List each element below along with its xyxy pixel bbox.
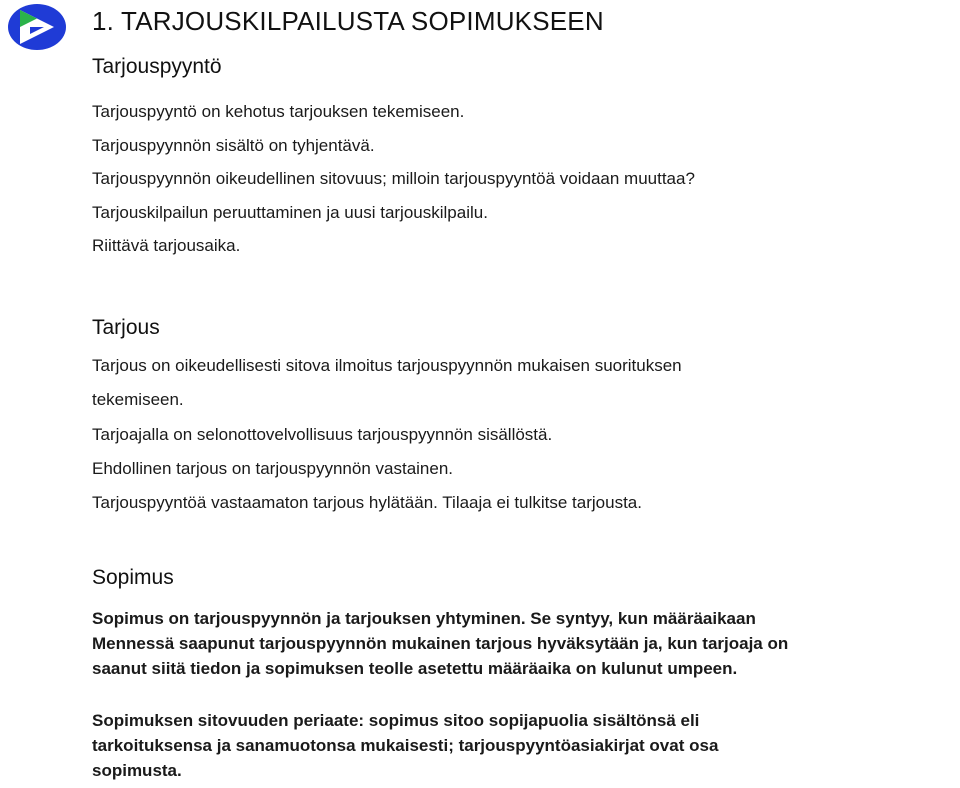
text-line: tarkoituksensa ja sanamuotonsa mukaisesti; tarjouspyyntöasiakirjat ovat osa	[92, 736, 719, 755]
paragraph-sitovuuden-periaate	[92, 708, 960, 783]
section-heading: Sopimus	[92, 566, 174, 589]
text-line: Tarjouskilpailun peruuttaminen ja uusi tarjouskilpailu.	[92, 202, 488, 222]
section-tarjous	[92, 316, 960, 527]
text-line: Sopimuksen sitovuuden periaate: sopimus sitoo sopijapuolia sisältönsä eli	[92, 711, 700, 730]
text-line: Sopimus on tarjouspyynnön ja tarjouksen yhtyminen. Se syntyy, kun määräaikaan	[92, 609, 756, 628]
triangle-circle-logo-icon	[6, 2, 68, 52]
text-line: saanut siitä tiedon ja sopimuksen teolle asetettu määräaika on kulunut umpeen.	[92, 659, 738, 678]
text-line: Tarjouspyynnön oikeudellinen sitovuus; milloin tarjouspyyntöä voidaan muuttaa?	[92, 169, 695, 189]
text-line: sopimusta.	[92, 761, 182, 780]
section-sopimus	[92, 566, 960, 783]
text-line: Tarjouspyynnön sisältö on tyhjentävä.	[92, 135, 375, 155]
page-title: 1. TARJOUSKILPAILUSTA SOPIMUKSEEN	[92, 6, 604, 36]
text-line: Riittävä tarjousaika.	[92, 236, 241, 256]
text-line: Tarjous on oikeudellisesti sitova ilmoitus tarjouspyynnön mukaisen suorituksen	[92, 356, 682, 375]
text-line: Tarjouspyyntöä vastaamaton tarjous hylätään. Tilaaja ei tulkitse tarjousta.	[92, 493, 642, 513]
section-tarjouspyynto	[92, 55, 960, 270]
section-heading: Tarjouspyyntö	[92, 55, 222, 78]
section-heading: Tarjous	[92, 316, 160, 339]
text-line: Tarjoajalla on selonottovelvollisuus tarjouspyynnön sisällöstä.	[92, 424, 553, 444]
text-line: Tarjouspyyntö on kehotus tarjouksen tekemiseen.	[92, 102, 465, 121]
text-line: Ehdollinen tarjous on tarjouspyynnön vastainen.	[92, 458, 454, 478]
paragraph-sopimus-syntyminen	[92, 606, 960, 681]
text-line: tekemiseen.	[92, 390, 184, 410]
text-line: Mennessä saapunut tarjouspyynnön mukainen tarjous hyväksytään ja, kun tarjoaja on	[92, 634, 789, 653]
